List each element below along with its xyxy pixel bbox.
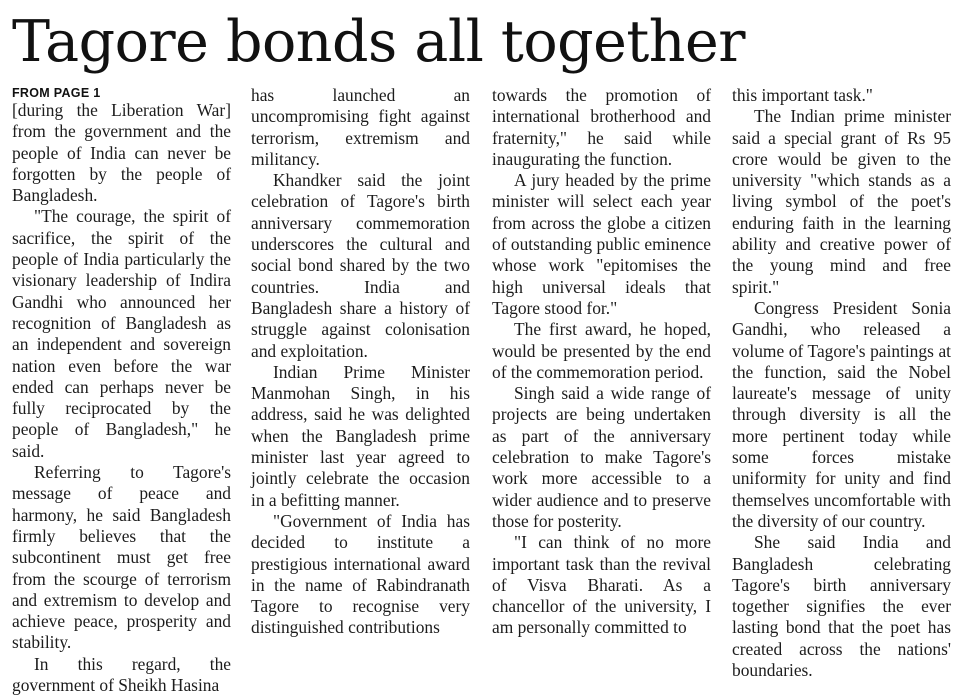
paragraph: Indian Prime Minister Manmohan Singh, in his address, said he was delighted when the Bangladesh prime minister last year agreed to jointly celebrate the occasion in a befitting manner.: [251, 361, 470, 510]
headline: Tagore bonds all together: [12, 9, 745, 75]
paragraph: She said India and Bangladesh celebrating Tagore's birth anniversary together signifies the ever lasting bond that the poet has created across the nations' boundaries.: [732, 532, 951, 681]
paragraph: towards the promotion of international brotherhood and fraternity," he said while inaugurating the function.: [492, 85, 711, 169]
paragraph: Referring to Tagore's message of peace and harmony, he said Bangladesh firmly believes that the subcontinent must get free from the scourge of terrorism and extremism to develop and achieve peace, prosperity and stability.: [12, 462, 231, 653]
article-column-1: [12, 86, 231, 696]
article-column-4: [732, 85, 951, 681]
paragraph: The Indian prime minister said a special grant of Rs 95 crore would be given to the university "which stands as a living symbol of the poet's enduring faith in the learning ability and creative power of the young mind and free spirit.": [732, 106, 951, 297]
paragraph: [during the Liberation War] from the government and the people of India can never be forgotten by the people of Bangladesh.: [12, 100, 231, 206]
paragraph: "The courage, the spirit of sacrifice, the spirit of the people of India particularly the visionary leadership of Indira Gandhi who announced her recognition of Bangladesh as an independent and sovereign nation even before the war ended can perhaps never be fully reciprocated by the people of Bangladesh," he said.: [12, 206, 231, 461]
paragraph: A jury headed by the prime minister will select each year from across the globe a citizen of outstanding public eminence whose work "epitomises the high universal ideals that Tagore stood for.": [492, 170, 711, 318]
paragraph: In this regard, the government of Sheikh Hasina: [12, 653, 231, 696]
paragraph: "I can think of no more important task than the revival of Visva Bharati. As a chancellor of the university, I am personally committed to: [492, 532, 711, 638]
paragraph: Singh said a wide range of projects are being undertaken as part of the anniversary celebration to make Tagore's work more accessible to a wider audience and to preserve those for posterity.: [492, 383, 711, 531]
paragraph: has launched an uncompromising fight against terrorism, extremism and militancy.: [251, 85, 470, 169]
article-column-2: [251, 85, 470, 639]
paragraph: Congress President Sonia Gandhi, who released a volume of Tagore's paintings at the function, said the Nobel laureate's message of unity through diversity is all the more pertinent today while some forces mistake uniformity for unity and find themselves uncomfortable with the diversity of our country.: [732, 297, 951, 531]
paragraph: Khandker said the joint celebration of Tagore's birth anniversary commemoration underscores the cultural and social bond shared by the two countries. India and Bangladesh share a history of struggle against colonisation and exploitation.: [251, 170, 470, 361]
article-column-3: [492, 85, 711, 639]
paragraph: The first award, he hoped, would be presented by the end of the commemoration period.: [492, 319, 711, 382]
paragraph: "Government of India has decided to institute a prestigious international award in the name of Rabindranath Tagore to recognise very distinguished contributions: [251, 510, 470, 638]
continuation-kicker: FROM PAGE 1: [12, 86, 101, 100]
paragraph: this important task.": [732, 85, 873, 105]
